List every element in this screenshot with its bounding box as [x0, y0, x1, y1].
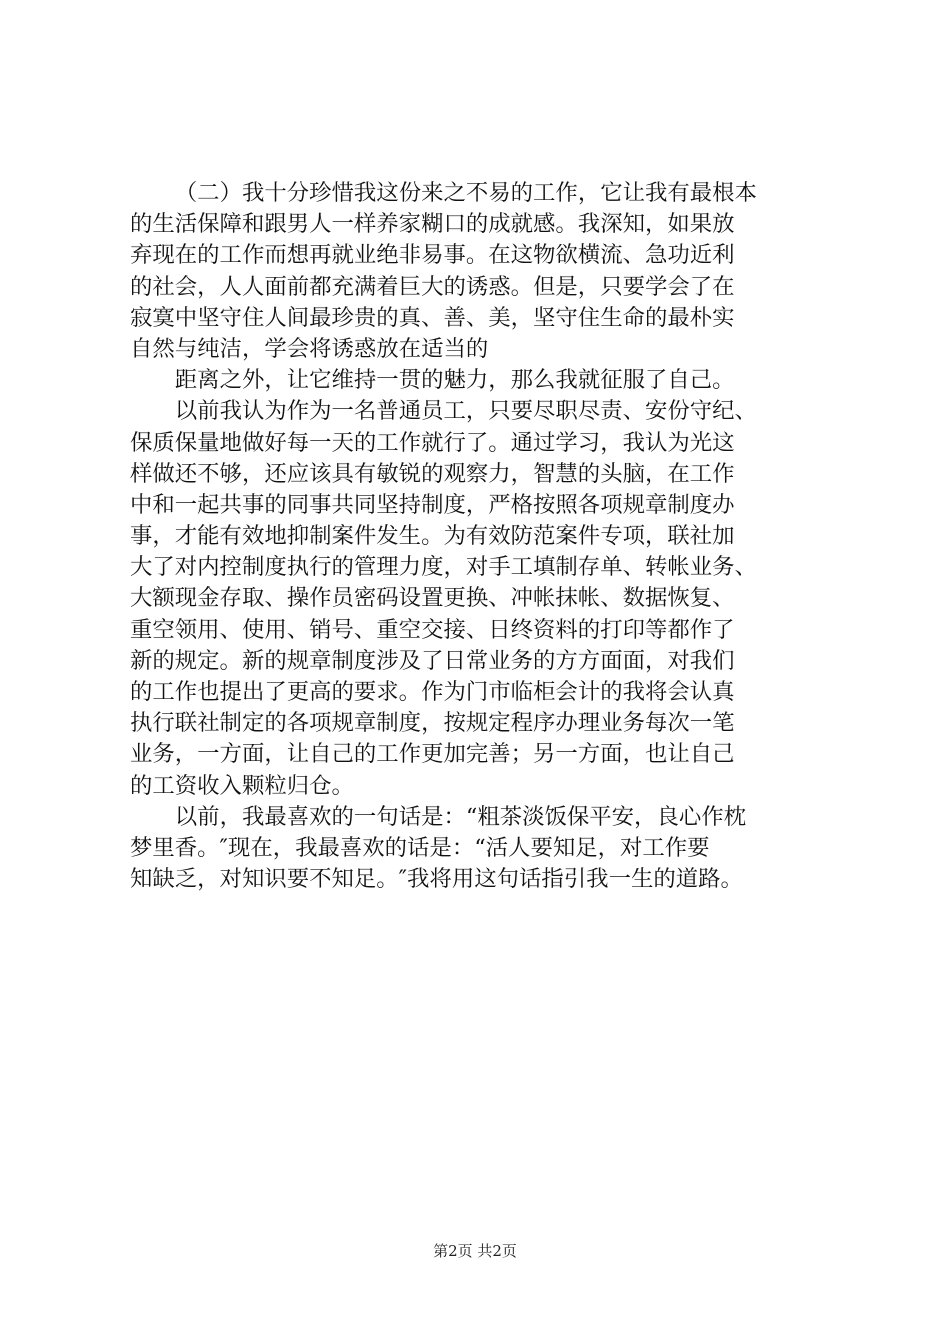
text-line: 业务，一方面，让自己的工作更加完善；另一方面，也让自己 — [130, 741, 735, 768]
text-line: 寂寞中坚守住人间最珍贵的真、善、美，坚守住生命的最朴实 — [130, 304, 735, 331]
text-line: 的工作也提出了更高的要求。作为门市临柜会计的我将会认真 — [130, 679, 735, 705]
text-line: 的社会，人人面前都充满着巨大的诱惑。但是，只要学会了在 — [130, 273, 735, 300]
text-line: 的生活保障和跟男人一样养家糊口的成就感。我深知，如果放 — [130, 211, 735, 238]
text-line: （二）我十分珍惜我这份来之不易的工作，它让我有最根本 — [174, 180, 757, 206]
text-line: 执行联社制定的各项规章制度，按规定程序办理业务每次一笔 — [130, 710, 735, 737]
text-line: 样做还不够，还应该具有敏锐的观察力，智慧的头脑，在工作 — [130, 460, 735, 487]
text-line: 以前，我最喜欢的一句话是：“粗茶淡饭保平安，良心作枕 — [174, 803, 747, 830]
text-line: 新的规定。新的规章制度涉及了日常业务的方方面面，对我们 — [130, 647, 735, 674]
text-line: 重空领用、使用、销号、重空交接、日终资料的打印等都作了 — [130, 616, 735, 643]
text-line: 事，才能有效地抑制案件发生。为有效防范案件专项，联社加 — [130, 523, 735, 550]
body-text — [130, 178, 830, 895]
text-line: 知缺乏，对知识要不知足。″我将用这句话指引我一生的道路。 — [130, 866, 743, 893]
text-line: 梦里香。″现在，我最喜欢的话是：“活人要知足，对工作要 — [130, 834, 710, 861]
text-line: 距离之外，让它维持一贯的魅力，那么我就征服了自己。 — [174, 367, 735, 394]
text-line: 大了对内控制度执行的管理力度，对手工填制存单、转帐业务、 — [130, 554, 757, 581]
text-line: 大额现金存取、操作员密码设置更换、冲帐抹帐、数据恢复、 — [130, 585, 735, 612]
text-line: 的工资收入颗粒归仓。 — [130, 772, 354, 799]
text-line: 中和一起共事的同事共同坚持制度，严格按照各项规章制度办 — [130, 491, 735, 518]
text-line: 弃现在的工作而想再就业绝非易事。在这物欲横流、急功近利 — [130, 242, 735, 269]
text-line: 自然与纯洁，学会将诱惑放在适当的 — [130, 335, 489, 362]
text-line: 保质保量地做好每一天的工作就行了。通过学习，我认为光这 — [130, 429, 735, 456]
text-line: 以前我认为作为一名普通员工，只要尽职尽责、安份守纪、 — [174, 398, 757, 425]
page-footer: 第2页 共2页 — [433, 1242, 517, 1260]
